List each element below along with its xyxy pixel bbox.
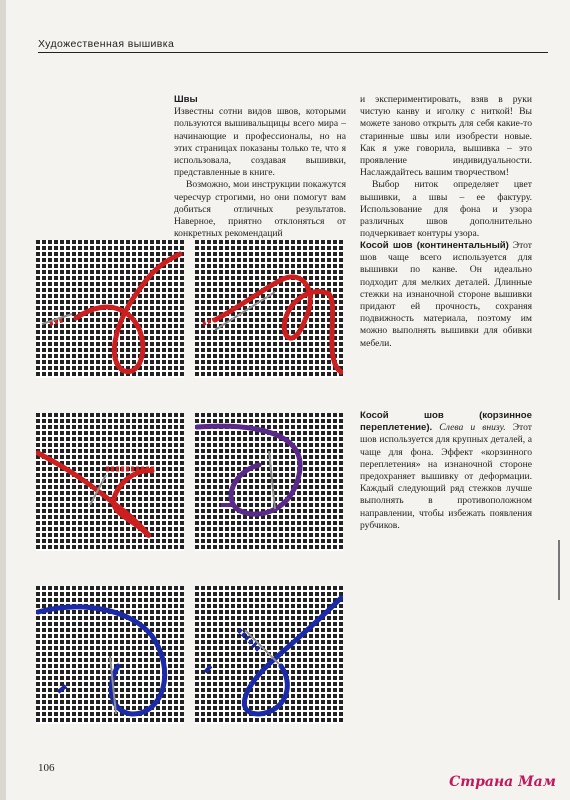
section-basketweave-body: Этот шов используется для крупных деталей, а чаще для фона. Эффект «корзинного переплетения» на изнаночной стороне предохраняет вышивку от деформации. Каждый следующий ряд стежков лучше выполнять в противоположном направлении, чтобы избежать появления рубчиков. [360,422,532,531]
canvas-illustration [195,240,343,378]
intro-paragraph-3: и экспериментировать, взяв в руки чистую канву и иголку с ниткой! Вы можете заново открыть для себя какие-то старинные швы или изобрести новые. Как я уже говорила, вышивка – это проявление индивидуальности. Наслаждайтесь вашим творчеством! [360,94,532,179]
intro-column-left [174,94,346,240]
section-basketweave-title: Косой шов (корзинное переплетение). [360,410,532,434]
intro-paragraph-2: Возможно, мои инструкции покажутся чересчур строгими, но они помогут вам добиться отличных результатов. Наверное, приятно отклоняться от конкретных рекомендаций [174,179,346,240]
page-number: 106 [38,762,55,774]
stitch-photo-1 [36,240,184,378]
intro-paragraph-1: Известны сотни видов швов, которыми пользуются вышивальщицы всего мира – начинающие и профессионалы, но на этих страницах показаны только те, что я использовала, создавая вышивки, представленные в книге. [174,106,346,179]
margin-mark [558,540,560,600]
stitch-photo-2 [195,240,343,378]
intro-paragraph-4: Выбор ниток определяет цвет вышивки, а швы – ее фактуру. Использование для фона и узора различных швов дополнительно подчеркивает контуры узора. [360,179,532,240]
stitch-photo-4 [195,413,343,551]
intro-column-right [360,94,532,240]
stitch-photo-6 [195,586,343,724]
section-continental [360,240,532,350]
canvas-illustration [36,586,184,724]
canvas-illustration [36,413,184,551]
running-head: Художественная вышивка [38,38,175,50]
watermark-logo: Страна Мам [449,774,556,790]
canvas-illustration [195,586,343,724]
header-rule [38,52,548,53]
intro-heading: Швы [174,94,198,105]
section-basketweave [360,410,532,532]
stitch-photo-3 [36,413,184,551]
section-continental-title: Косой шов (континентальный) [360,240,509,251]
canvas-illustration [36,240,184,378]
section-basketweave-subtitle: Слева и внизу. [439,422,506,434]
section-continental-body: Этот шов чаще всего используется для вышивки по канве. Он идеально подходит для мелких деталей. Длинные стежки на изнаночной стороне вышивки придают ей прочность, сохраняя подвижность материала, поэтому им можно выполнять вышивки для обивки мебели. [360,240,532,349]
stitch-photo-5 [36,586,184,724]
page-edge [0,0,6,800]
canvas-illustration [195,413,343,551]
